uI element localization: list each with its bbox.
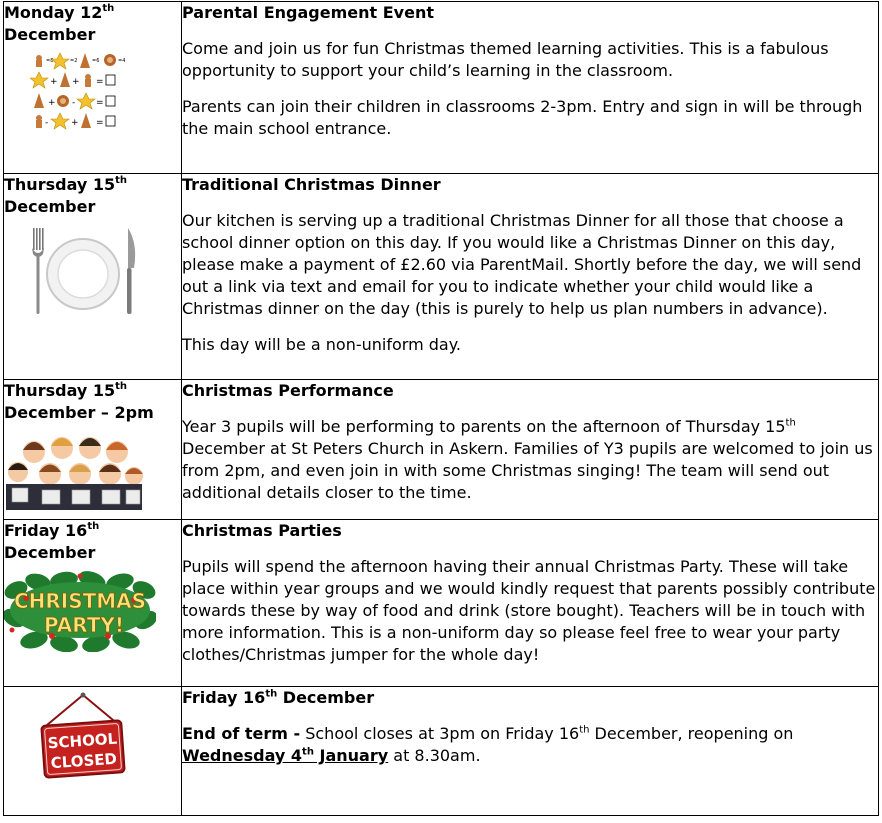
event-date-month: December	[4, 25, 96, 44]
event-title: Parental Engagement Event	[182, 3, 434, 22]
fork-icon	[32, 228, 44, 314]
details-cell	[182, 174, 879, 380]
event-date-month: December	[4, 543, 96, 562]
event-description: Our kitchen is serving up a traditional Christmas Dinner for all those that choose a school dinner option on this day. If you would like a Christmas Dinner on this day, please make a payment of £2.60 via ParentMail. Shortly before the day, we will send out a link via text and email for you to indicate whether your child would like a Christmas dinner on the day (this is purely to help us plan numbers in advance).	[182, 211, 862, 318]
event-description: This day will be a non-uniform day.	[182, 335, 461, 354]
event-title: Friday 16th December	[182, 688, 375, 707]
svg-text:+: +	[48, 98, 56, 108]
event-row-christmas-dinner	[4, 174, 879, 380]
date-cell	[4, 380, 182, 520]
date-cell	[4, 520, 182, 687]
svg-text:-: -	[72, 98, 76, 108]
knife-icon	[127, 228, 135, 314]
event-date-month: December	[4, 197, 96, 216]
svg-text:+: +	[72, 77, 80, 87]
details-cell	[182, 380, 879, 520]
svg-text:+: +	[50, 77, 58, 87]
event-description: Year 3 pupils will be performing to parents on the afternoon of Thursday 15th December at St Peters Church in Askern. Families of Y3 pupils are welcomed to join us from 2pm, and even join in with some Christmas singing! The team will send out additional details closer to the time.	[182, 417, 873, 502]
event-date-month: December – 2pm	[4, 403, 154, 422]
event-date: Monday 12th	[4, 2, 115, 22]
date-cell	[4, 174, 182, 380]
event-description: Parents can join their children in classrooms 2-3pm. Entry and sign in will be through the main school entrance.	[182, 97, 863, 138]
maths-puzzle-icon	[30, 50, 140, 132]
svg-text:=: =	[96, 77, 104, 87]
event-date: Friday 16th	[4, 520, 100, 540]
svg-text:=: =	[96, 118, 104, 128]
event-date: Thursday 15th	[4, 174, 128, 194]
sign-line-1: SCHOOL	[47, 729, 118, 753]
image-cell	[4, 687, 182, 816]
reopen-date: Wednesday 4th January	[182, 746, 389, 765]
event-row-christmas-performance	[4, 380, 879, 520]
event-row-end-of-term	[4, 687, 879, 816]
event-description: Come and join us for fun Christmas themed learning activities. This is a fabulous opportunity to support your child’s learning in the classroom.	[182, 39, 829, 80]
details-cell	[182, 2, 879, 174]
svg-text:=6: =6	[92, 58, 100, 64]
svg-text:=: =	[96, 98, 104, 108]
event-title: Traditional Christmas Dinner	[182, 175, 441, 194]
banner-line-1: CHRISTMAS	[13, 589, 147, 613]
christmas-party-banner-icon	[4, 570, 156, 652]
end-of-term-label: End of term -	[182, 724, 301, 743]
event-row-christmas-parties	[4, 520, 879, 687]
event-description: Pupils will spend the afternoon having their annual Christmas Party. These will take place within year groups and we would kindly request that parents possibly contribute towards these by way of food and drink (store bought). Teachers will be in touch with more information. This is a non-uniform day so please feel free to wear your party clothes/Christmas jumper for the whole day!	[182, 557, 876, 664]
svg-text:=4: =4	[118, 58, 126, 64]
children-choir-icon	[4, 432, 144, 510]
event-row-parental-engagement	[4, 2, 879, 174]
event-description: End of term - School closes at 3pm on Friday 16th December, reopening on Wednesday 4th January at 8.30am.	[182, 724, 794, 765]
plate-icon	[16, 224, 146, 319]
svg-text:=8: =8	[46, 58, 54, 64]
banner-line-2: PARTY!	[43, 613, 125, 637]
date-cell	[4, 2, 182, 174]
event-date: Thursday 15th	[4, 380, 128, 400]
sign-line-2: CLOSED	[50, 749, 118, 773]
svg-text:=2: =2	[70, 58, 78, 64]
school-closed-sign-icon	[33, 689, 133, 785]
svg-text:+: +	[71, 118, 79, 128]
event-title: Christmas Performance	[182, 381, 394, 400]
details-cell	[182, 687, 879, 816]
details-cell	[182, 520, 879, 687]
svg-text:-: -	[45, 118, 49, 128]
event-title: Christmas Parties	[182, 521, 342, 540]
events-table	[3, 1, 879, 816]
